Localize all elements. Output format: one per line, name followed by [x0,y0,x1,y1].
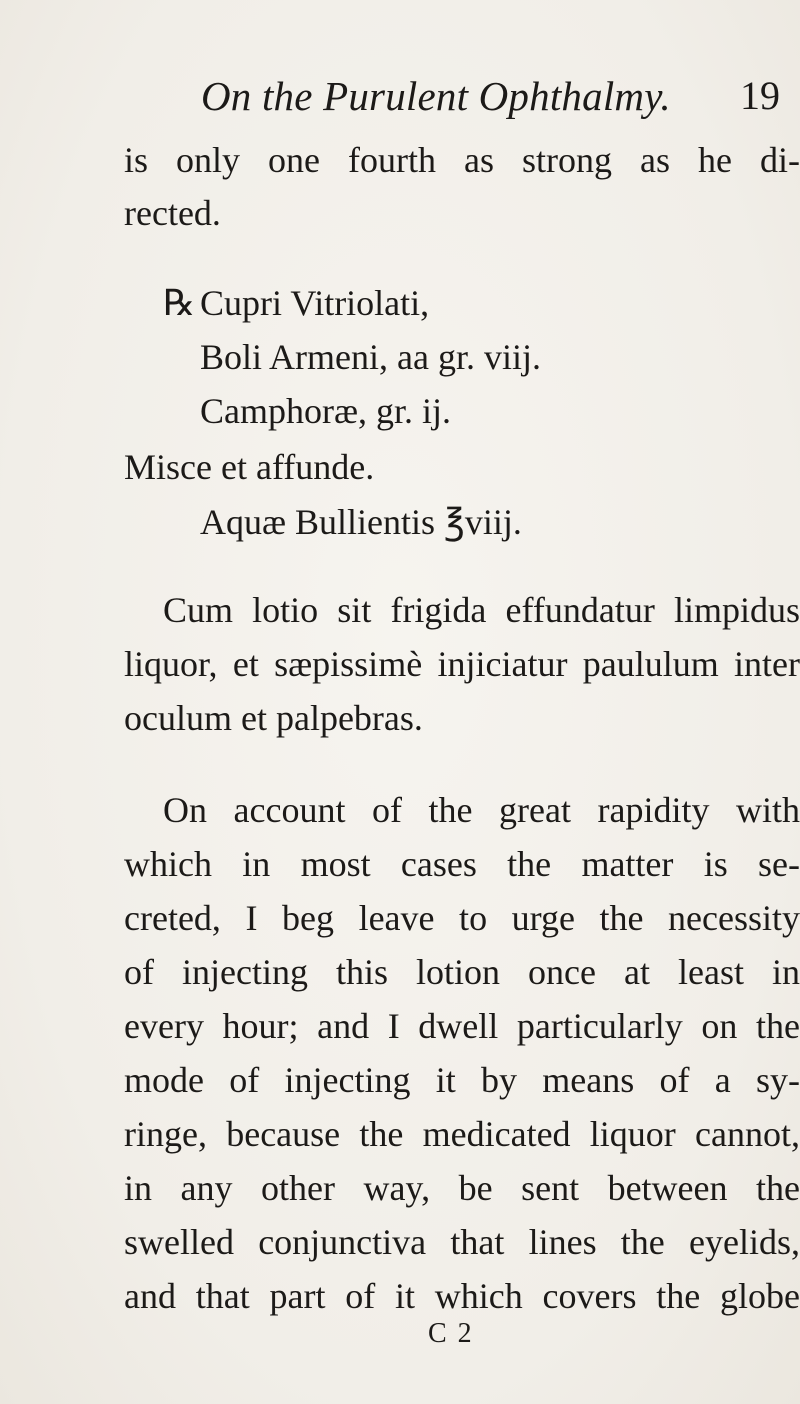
paragraph3-line9: swelled conjunctiva that lines the eyelids, [124,1222,800,1262]
paragraph1-line1: is only one fourth as strong as he di- [124,140,800,180]
paragraph2-line3: oculum et palpebras. [124,698,423,738]
prescription-ingredient1: Cupri Vitriolati, [200,283,430,323]
prescription-instruction: Misce et affunde. [124,447,375,487]
paragraph3-line5: every hour; and I dwell particularly on the [124,1006,800,1046]
signature-mark: C 2 [428,1318,474,1349]
prescription-ingredient3: Camphoræ, gr. ij. [200,391,451,431]
paragraph2-line1: Cum lotio sit frigida effundatur limpidus [163,590,800,630]
paragraph3-line4: of injecting this lotion once at least in [124,952,800,992]
paragraph3-line3: creted, I beg leave to urge the necessity [124,898,800,938]
paragraph3-line10: and that part of it which covers the globe [124,1276,800,1316]
recipe-symbol: ℞ [163,283,196,323]
paragraph1-line2: rected. [124,193,221,233]
paragraph3-line2: which in most cases the matter is se- [124,844,800,884]
running-title: On the Purulent Ophthalmy. [201,73,671,119]
paragraph3-line6: mode of injecting it by means of a sy- [124,1060,800,1100]
paragraph2-line2: liquor, et sæpissimè injiciatur paululum inter [124,644,800,684]
page-number: 19 [740,73,780,118]
running-head [0,72,800,122]
paragraph3-line7: ringe, because the medicated liquor cannot, [124,1114,800,1154]
prescription-ingredient4: Aquæ Bullientis ℥viij. [200,502,522,542]
prescription-ingredient2: Boli Armeni, aa gr. viij. [200,337,541,377]
paragraph3-line8: in any other way, be sent between the [124,1168,800,1208]
paragraph3-line1: On account of the great rapidity with [163,790,800,830]
